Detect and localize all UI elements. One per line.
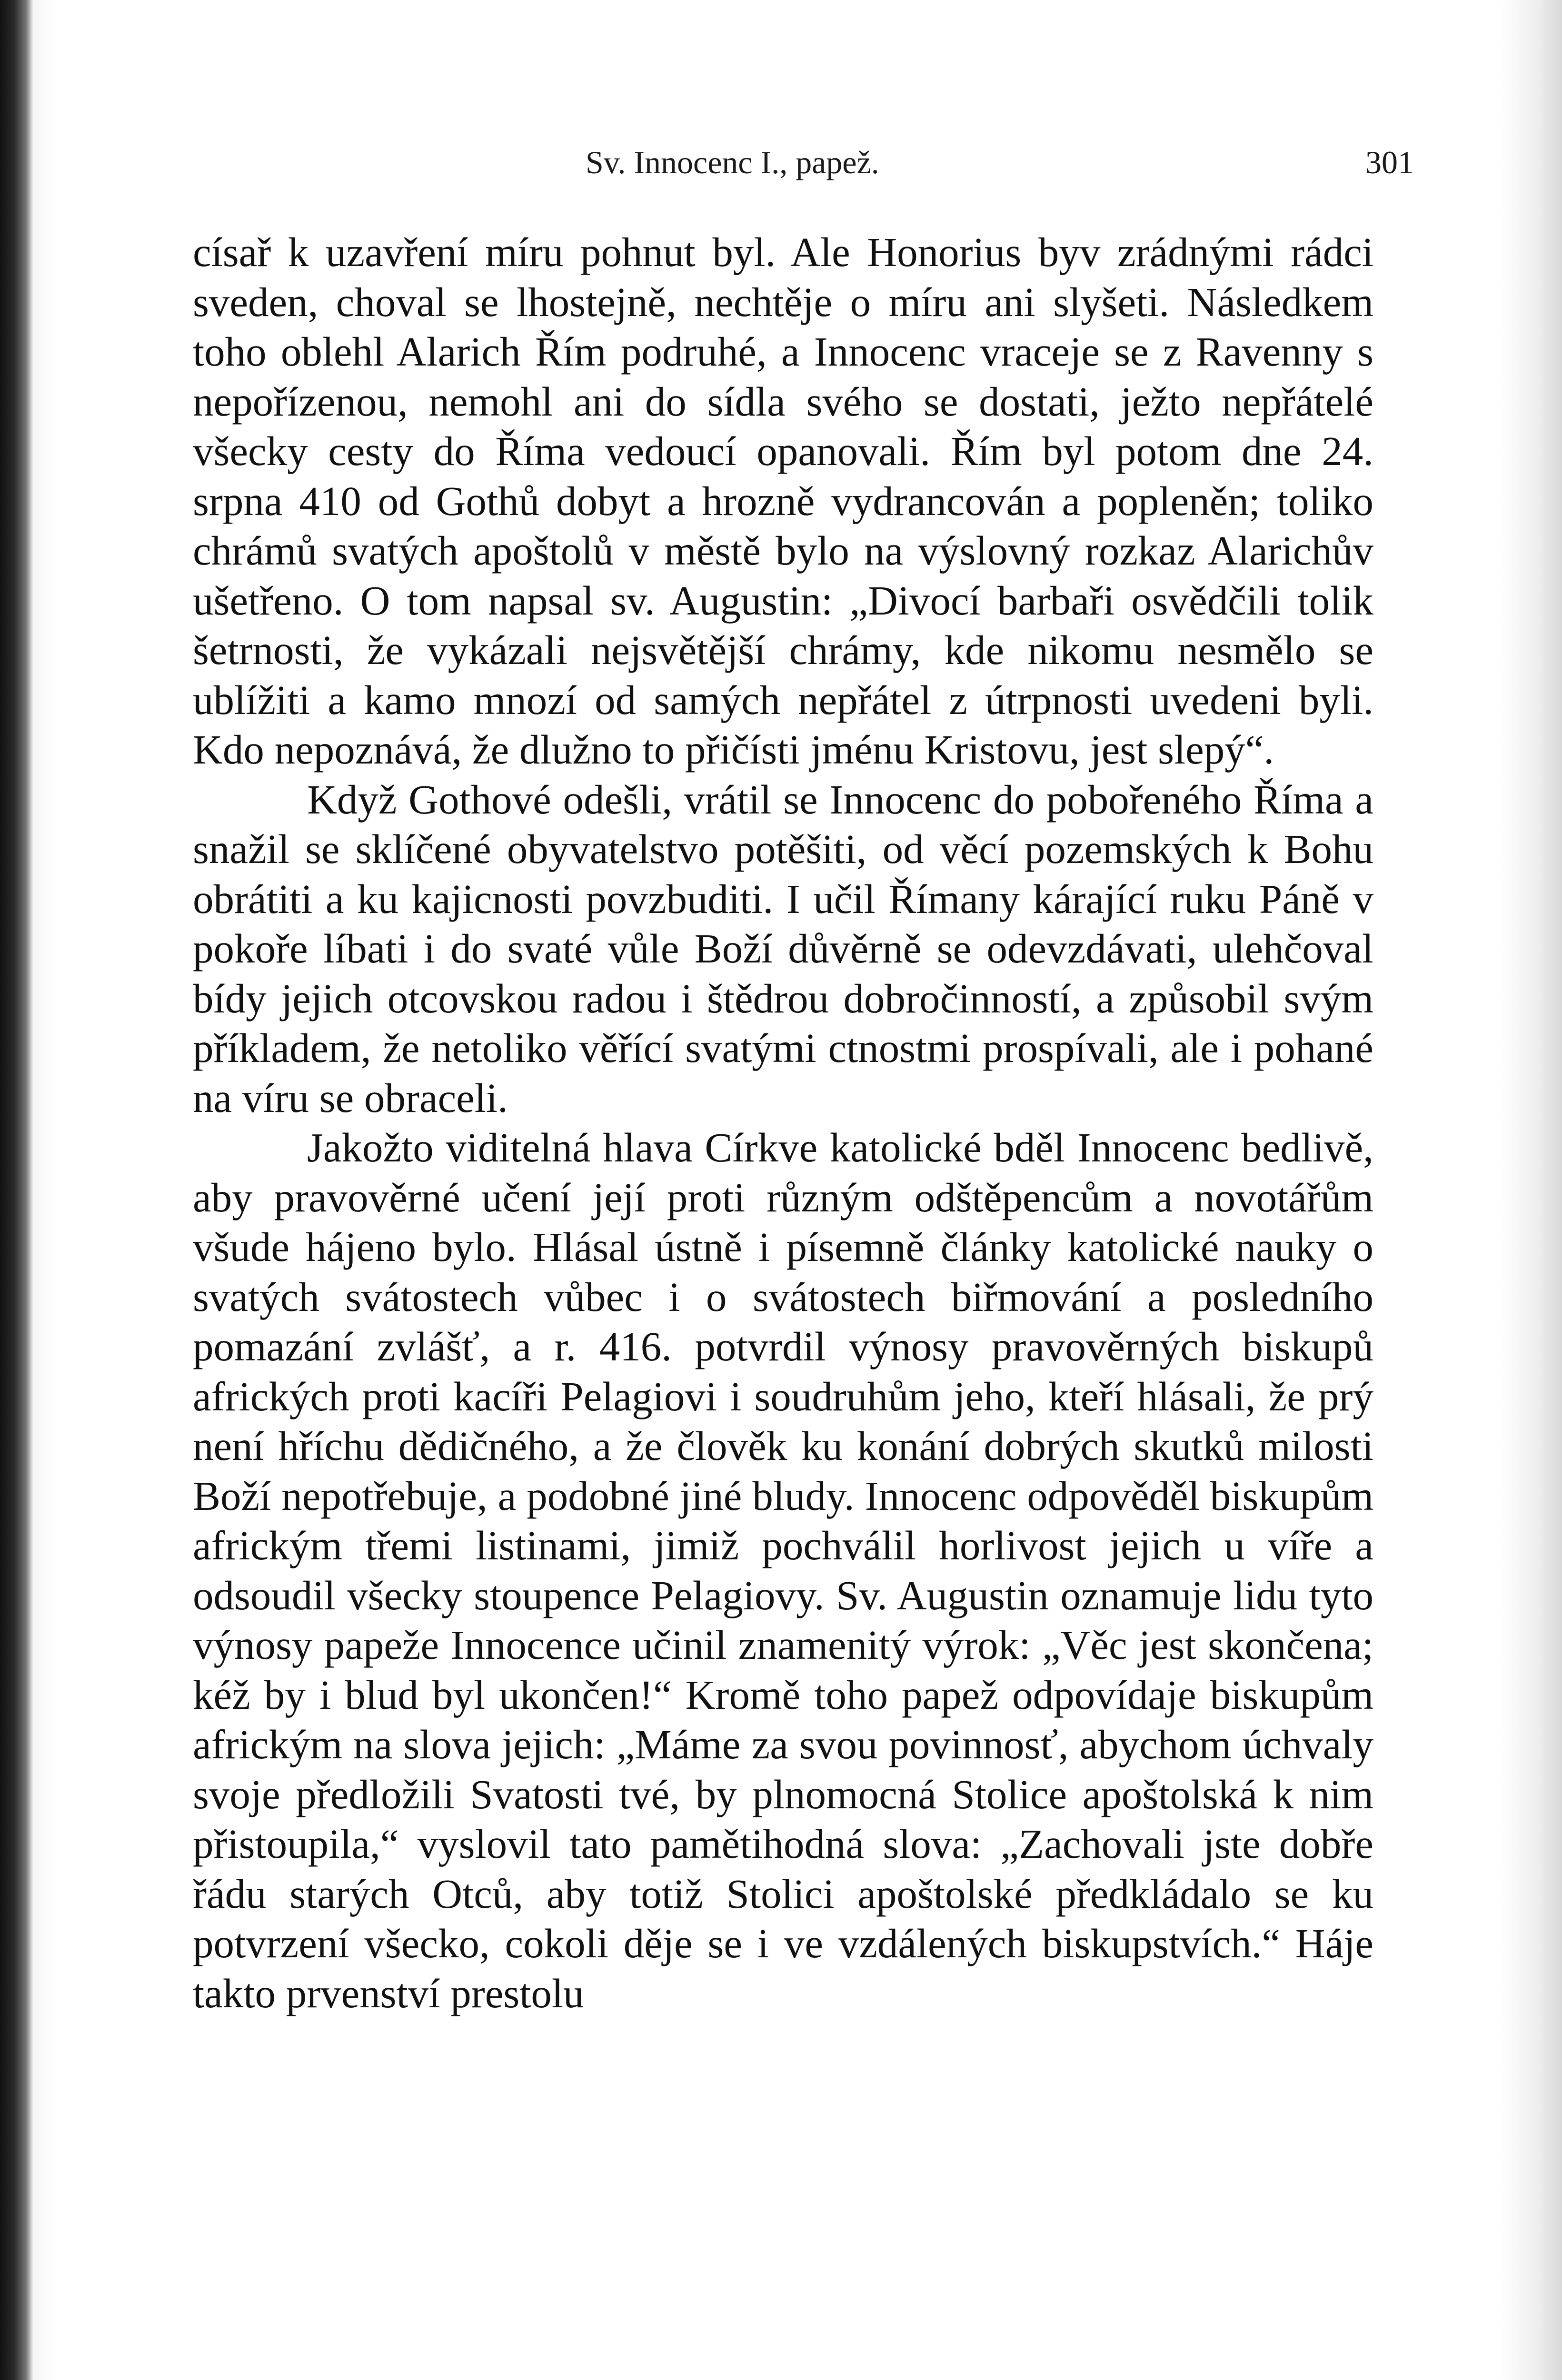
running-title: Sv. Innocenc I., papež. bbox=[586, 144, 879, 180]
binding-shadow bbox=[0, 0, 33, 2380]
page-number: 301 bbox=[1365, 144, 1414, 180]
page-header bbox=[586, 144, 1414, 191]
paragraph: Jakožto viditelná hlava Církve katolické bděl Innocenc bedlivě, aby pravověrné učení její proti různým odštěpencům a novotářům všude hájeno bylo. Hlásal ústně i písemně články katolické nauky o svatých svátostech vůbec i o svátostech biřmování a posledního pomazání zvlášť, a r. 416. potvrdil výnosy pravověrných biskupů afrických proti kacíři Pelagiovi i soudruhům jeho, kteří hlásali, že prý není hříchu dědičného, a že člověk ku konání dobrých skutků milosti Boží nepotřebuje, a podobné jiné bludy. Innocenc odpověděl biskupům africkým třemi listinami, jimiž pochválil horlivost jejich u víře a odsoudil všecky stoupence Pelagiovy. Sv. Augustin oznamuje lidu tyto výnosy papeže Innocence učinil znamenitý výrok: „Věc jest skončena; kéž by i blud byl ukončen!“ Kromě toho papež odpovídaje biskupům africkým na slova jejich: „Máme za svou povinnosť, abychom úchvaly svoje předložili Svatosti tvé, by plnomocná Stolice apoštolská k nim přistoupila,“ vyslovil tato pamětihodná slova: „Zachovali jste dobře řádu starých Otců, aby totiž Stolici apoštolské předkládalo se ku potvrzení všecko, cokoli děje se i ve vzdálených biskupstvích.“ Háje takto prvenství prestolu bbox=[193, 1124, 1373, 2016]
body-text bbox=[193, 228, 1373, 2018]
paragraph: císař k uzavření míru pohnut byl. Ale Honorius byv zrádnými rádci sveden, choval se lhostejně, nechtěje o míru ani slyšeti. Následkem toho oblehl Alarich Řím podruhé, a Innocenc vraceje se z Ravenny s nepořízenou, nemohl ani do sídla svého se dostati, ježto nepřátelé všecky cesty do Říma vedoucí opanovali. Řím byl potom dne 24. srpna 410 od Gothů dobyt a hrozně vydrancován a popleněn; toliko chrámů svatých apoštolů v městě bylo na výslovný rozkaz Alarichův ušetřeno. O tom napsal sv. Augustin: „Divocí barbaři osvědčili tolik šetrnosti, že vykázali nejsvětější chrámy, kde nikomu nesmělo se ublížiti a kamo mnozí od samých nepřátel z útrpnosti uvedeni byli. Kdo nepoznává, že dlužno to přičísti jménu Kristovu, jest slepý“. bbox=[193, 229, 1373, 773]
paragraph: Když Gothové odešli, vrátil se Innocenc do pobořeného Říma a snažil se sklíčené obyvatelstvo potěšiti, od věcí pozemských k Bohu obrátiti a ku kajicnosti povzbuditi. I učil Římany kárající ruku Páně v pokoře líbati i do svaté vůle Boží důvěrně se odevzdávati, ulehčoval bídy jejich otcovskou radou i štědrou dobročinností, a způsobil svým příkladem, že netoliko věřící svatými ctnostmi prospívali, ale i pohané na víru se obraceli. bbox=[193, 776, 1373, 1121]
